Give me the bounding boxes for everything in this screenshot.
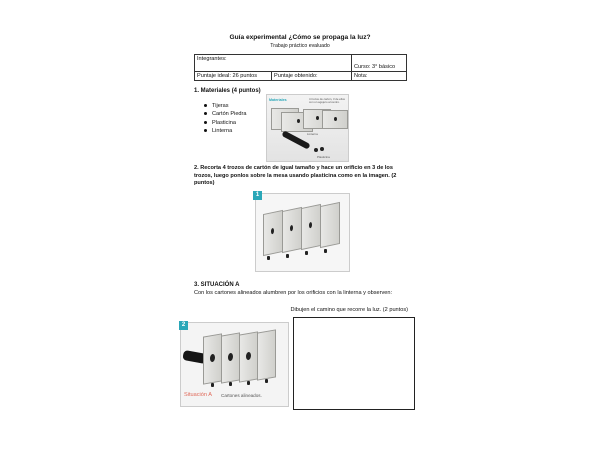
bullet-icon bbox=[204, 104, 207, 107]
plasticine-icon bbox=[305, 251, 308, 255]
page-title: Guía experimental ¿Cómo se propaga la luz? bbox=[229, 34, 371, 41]
cardboard-piece bbox=[320, 202, 340, 248]
plasticine-icon bbox=[314, 148, 318, 152]
cardboard-piece bbox=[239, 331, 258, 382]
nota-cell: Nota: bbox=[352, 72, 407, 81]
materials-photo-note: 4 trozos de cartón, 3 de ellos con un agujero al centro. bbox=[309, 97, 345, 105]
linterna-label: Linterna bbox=[307, 132, 318, 136]
plasticine-icon bbox=[211, 383, 214, 387]
cardboard-piece bbox=[257, 329, 276, 380]
situation-a-caption-tag: Situación A bbox=[184, 392, 212, 398]
plasticine-icon bbox=[265, 379, 268, 383]
bullet-icon bbox=[204, 121, 207, 124]
plasticine-icon bbox=[247, 381, 250, 385]
hole-icon bbox=[228, 353, 233, 362]
cardboard-piece bbox=[221, 332, 240, 383]
section3-heading: 3. SITUACIÓN A bbox=[194, 282, 240, 288]
hole-icon bbox=[334, 117, 337, 121]
plasticine-icon bbox=[320, 147, 324, 151]
materials-list bbox=[204, 103, 247, 136]
hole-icon bbox=[309, 222, 312, 229]
section2-heading: 2. Recorta 4 trozos de cartón de igual tamaño y hace un orificio en 3 de los trozos, luego ponlos sobre la mesa usando plasticina como en la imagen. (2 puntos) bbox=[194, 165, 397, 187]
cardboard-piece bbox=[301, 204, 321, 250]
puntaje-obtenido-cell: Puntaje obtenido: bbox=[272, 72, 352, 81]
plasticine-icon bbox=[267, 256, 270, 260]
situation-a-caption-text: Cartones alineados. bbox=[221, 393, 262, 398]
situation-a-photo bbox=[180, 322, 289, 407]
section3-text: Con los cartones alineados alumbren por los orificios con la linterna y observen: bbox=[194, 290, 393, 296]
list-item: Tijeras bbox=[204, 103, 247, 109]
materials-photo bbox=[266, 94, 349, 162]
puntaje-ideal-cell: Puntaje ideal: 26 puntos bbox=[195, 72, 272, 81]
section1-heading: 1. Materiales (4 puntos) bbox=[194, 88, 261, 94]
list-item: Cartón Piedra bbox=[204, 111, 247, 117]
bullet-icon bbox=[204, 129, 207, 132]
cardboard-piece bbox=[203, 333, 222, 384]
hole-icon bbox=[316, 116, 319, 120]
page-subtitle: Trabajo práctico evaluado bbox=[270, 43, 330, 49]
cardboard-piece bbox=[263, 210, 283, 256]
cardboard-piece bbox=[282, 207, 302, 253]
integrantes-cell: Integrantes: bbox=[195, 55, 352, 72]
hole-icon bbox=[210, 354, 215, 363]
plasticine-icon bbox=[286, 254, 289, 258]
plasticina-label: Plasticina bbox=[317, 155, 330, 159]
list-item: Plasticina bbox=[204, 120, 247, 126]
step-badge: 2 bbox=[179, 321, 188, 330]
plasticine-icon bbox=[324, 249, 327, 253]
drawing-box[interactable] bbox=[293, 317, 415, 410]
hole-icon bbox=[271, 228, 274, 235]
step-badge: 1 bbox=[253, 191, 262, 200]
hole-icon bbox=[290, 225, 293, 232]
info-table bbox=[194, 54, 407, 81]
hole-icon bbox=[297, 119, 300, 123]
list-item: Linterna bbox=[204, 128, 247, 134]
cardboard-piece bbox=[322, 110, 348, 129]
cardboards-photo bbox=[255, 193, 350, 272]
plasticine-icon bbox=[229, 382, 232, 386]
bullet-icon bbox=[204, 112, 207, 115]
curso-cell: Curso: 3° básico bbox=[352, 55, 407, 72]
hole-icon bbox=[246, 352, 251, 361]
materials-photo-tag: Materiales bbox=[269, 98, 287, 102]
section3-instruction: Dibujen el camino que recorre la luz. (2 puntos) bbox=[290, 307, 408, 313]
